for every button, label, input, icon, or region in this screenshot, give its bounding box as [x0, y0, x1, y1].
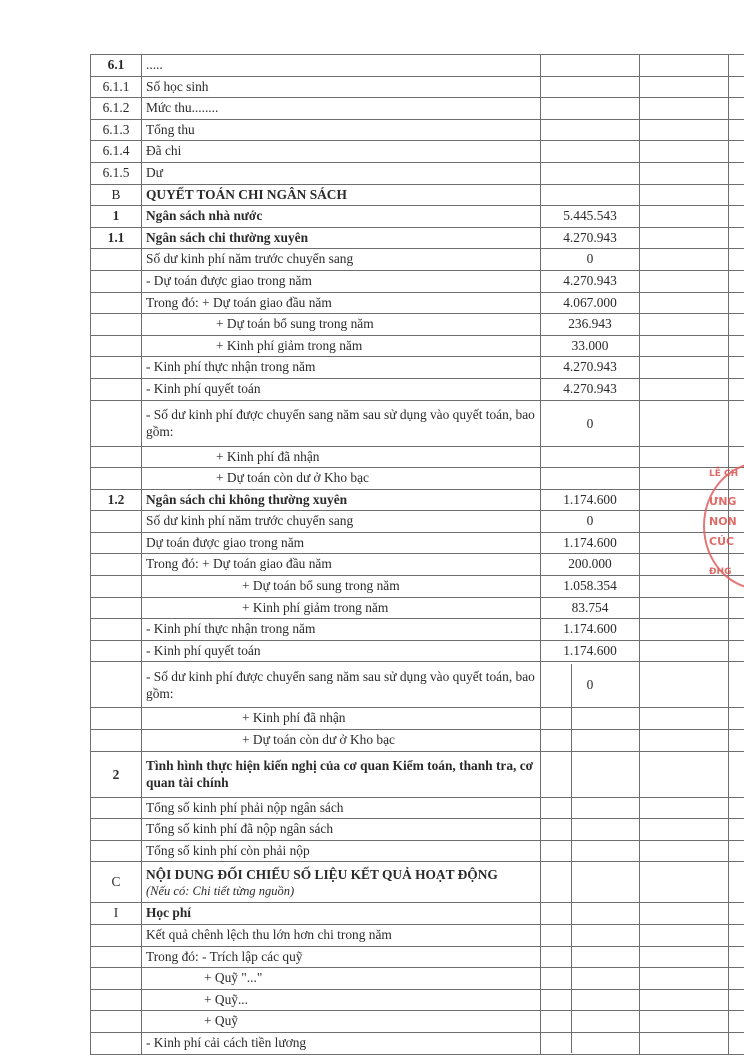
row-value: 4.270.943	[541, 357, 640, 379]
empty-cell	[640, 751, 729, 797]
empty-cell	[729, 925, 744, 947]
row-value: 1.174.600	[541, 619, 640, 641]
empty-cell	[729, 662, 744, 708]
row-number: 6.1	[91, 55, 142, 77]
indented-text: + Kinh phí đã nhận	[146, 447, 320, 468]
table-row	[91, 532, 744, 554]
row-value	[541, 468, 640, 490]
row-value: 1.058.354	[541, 576, 640, 598]
row-number	[91, 446, 142, 468]
empty-cell	[729, 141, 744, 163]
indented-text: + Dự toán còn dư ở Kho bạc	[146, 730, 395, 751]
row-description	[142, 335, 541, 357]
empty-cell	[729, 797, 744, 819]
table-row	[91, 378, 744, 400]
empty-cell	[640, 249, 729, 271]
table-row	[91, 162, 744, 184]
stamp-text: ĐHG	[709, 562, 731, 582]
empty-cell	[729, 946, 744, 968]
row-value: 4.270.943	[541, 270, 640, 292]
empty-cell	[640, 292, 729, 314]
empty-cell	[640, 1011, 729, 1033]
row-number: 1	[91, 206, 142, 228]
row-value	[541, 141, 640, 163]
row-description	[142, 968, 541, 990]
row-description: Đã chi	[142, 141, 541, 163]
row-description	[142, 314, 541, 336]
empty-cell	[640, 840, 729, 862]
row-description: Trong đó: + Dự toán giao đầu năm	[142, 292, 541, 314]
empty-cell	[640, 862, 729, 903]
row-value: 0	[541, 662, 640, 708]
row-number: 6.1.1	[91, 76, 142, 98]
empty-cell	[640, 797, 729, 819]
empty-cell	[729, 968, 744, 990]
table-row	[91, 292, 744, 314]
row-number	[91, 640, 142, 662]
empty-cell	[640, 98, 729, 120]
budget-settlement-table	[90, 54, 744, 1055]
row-description	[142, 989, 541, 1011]
row-number	[91, 249, 142, 271]
indented-text: + Dự toán bổ sung trong năm	[146, 314, 374, 335]
table-row	[91, 227, 744, 249]
row-description: Số dư kinh phí năm trước chuyển sang	[142, 511, 541, 533]
empty-cell	[729, 400, 744, 446]
table-row	[91, 576, 744, 598]
table-row	[91, 1011, 744, 1033]
table-row	[91, 249, 744, 271]
row-value	[541, 968, 640, 990]
row-number	[91, 819, 142, 841]
table-row	[91, 314, 744, 336]
row-description: Tổng thu	[142, 119, 541, 141]
row-number	[91, 511, 142, 533]
table-row	[91, 640, 744, 662]
section-subtitle: (Nếu có: Chi tiết từng nguồn)	[146, 884, 536, 899]
row-description: - Số dư kinh phí được chuyển sang năm sau sử dụng vào quyết toán, bao gồm:	[142, 662, 541, 708]
table-row	[91, 597, 744, 619]
row-description: Kết quả chênh lệch thu lớn hơn chi trong năm	[142, 925, 541, 947]
indented-text: + Kinh phí giảm trong năm	[146, 336, 362, 357]
row-description	[142, 446, 541, 468]
indented-text: + Dự toán bổ sung trong năm	[146, 576, 400, 597]
row-description: Học phí	[142, 903, 541, 925]
empty-cell	[729, 98, 744, 120]
empty-cell	[640, 141, 729, 163]
table-row	[91, 270, 744, 292]
table-row	[91, 708, 744, 730]
row-value	[541, 819, 640, 841]
row-value	[541, 162, 640, 184]
row-number	[91, 840, 142, 862]
column-divider-line	[571, 664, 572, 1053]
row-number	[91, 597, 142, 619]
table-row	[91, 968, 744, 990]
row-number	[91, 797, 142, 819]
empty-cell	[729, 76, 744, 98]
empty-cell	[729, 162, 744, 184]
row-number	[91, 708, 142, 730]
empty-cell	[729, 1011, 744, 1033]
empty-cell	[729, 708, 744, 730]
row-number	[91, 1011, 142, 1033]
indented-text: + Kinh phí giảm trong năm	[146, 598, 388, 619]
row-number: 1.1	[91, 227, 142, 249]
empty-cell	[729, 989, 744, 1011]
empty-cell	[640, 314, 729, 336]
empty-cell	[729, 597, 744, 619]
empty-cell	[729, 55, 744, 77]
section-title: QUYẾT TOÁN CHI NGÂN SÁCH	[142, 184, 541, 206]
empty-cell	[729, 249, 744, 271]
empty-cell	[729, 903, 744, 925]
table-row	[91, 119, 744, 141]
row-value	[541, 840, 640, 862]
empty-cell	[640, 76, 729, 98]
section-title-cell	[142, 862, 541, 903]
row-description	[142, 597, 541, 619]
row-number: 1.2	[91, 489, 142, 511]
empty-cell	[640, 819, 729, 841]
empty-cell	[640, 903, 729, 925]
empty-cell	[729, 862, 744, 903]
empty-cell	[640, 925, 729, 947]
empty-cell	[640, 55, 729, 77]
table-row	[91, 489, 744, 511]
empty-cell	[640, 378, 729, 400]
row-description: - Kinh phí thực nhận trong năm	[142, 619, 541, 641]
row-description: Ngân sách nhà nước	[142, 206, 541, 228]
row-value: 200.000	[541, 554, 640, 576]
empty-cell	[729, 227, 744, 249]
section-letter: B	[91, 184, 142, 206]
table-row	[91, 511, 744, 533]
row-number: 6.1.5	[91, 162, 142, 184]
row-value: 1.174.600	[541, 489, 640, 511]
empty-cell	[640, 206, 729, 228]
row-description: Trong đó: + Dự toán giao đầu năm	[142, 554, 541, 576]
row-value	[541, 708, 640, 730]
empty-cell	[640, 270, 729, 292]
row-number	[91, 270, 142, 292]
indented-text: + Kinh phí đã nhận	[146, 708, 346, 729]
empty-cell	[640, 946, 729, 968]
row-description: - Dự toán được giao trong năm	[142, 270, 541, 292]
row-description: - Số dư kinh phí được chuyển sang năm sau sử dụng vào quyết toán, bao gồm:	[142, 400, 541, 446]
empty-cell	[640, 184, 729, 206]
row-description: Tổng số kinh phí đã nộp ngân sách	[142, 819, 541, 841]
table-row	[91, 98, 744, 120]
row-description: - Kinh phí cải cách tiền lương	[142, 1032, 541, 1054]
empty-cell	[729, 335, 744, 357]
empty-cell	[729, 819, 744, 841]
row-value: 0	[541, 249, 640, 271]
row-number	[91, 662, 142, 708]
empty-cell	[729, 751, 744, 797]
row-value	[541, 119, 640, 141]
table-row	[91, 335, 744, 357]
table-row	[91, 76, 744, 98]
row-description: Tổng số kinh phí còn phải nộp	[142, 840, 541, 862]
row-number: 6.1.4	[91, 141, 142, 163]
row-description: Tình hình thực hiện kiến nghị của cơ quan Kiểm toán, thanh tra, cơ quan tài chính	[142, 751, 541, 797]
empty-cell	[729, 119, 744, 141]
empty-cell	[640, 227, 729, 249]
table-row	[91, 662, 744, 708]
empty-cell	[640, 640, 729, 662]
table-row	[91, 446, 744, 468]
empty-cell	[640, 730, 729, 752]
row-description: Tổng số kinh phí phải nộp ngân sách	[142, 797, 541, 819]
row-description: Ngân sách chi thường xuyên	[142, 227, 541, 249]
empty-cell	[729, 270, 744, 292]
row-number	[91, 335, 142, 357]
stamp-text: CÚC	[709, 532, 734, 552]
row-number	[91, 314, 142, 336]
table-row	[91, 946, 744, 968]
row-number	[91, 292, 142, 314]
row-description	[142, 468, 541, 490]
row-number: I	[91, 903, 142, 925]
row-number	[91, 730, 142, 752]
stamp-text: LỄ CH	[709, 464, 738, 484]
table-row	[91, 619, 744, 641]
row-value	[541, 862, 640, 903]
row-value: 33.000	[541, 335, 640, 357]
table-row	[91, 903, 744, 925]
empty-cell	[640, 1032, 729, 1054]
empty-cell	[729, 314, 744, 336]
row-value	[541, 55, 640, 77]
empty-cell	[729, 730, 744, 752]
row-value: 236.943	[541, 314, 640, 336]
row-value	[541, 925, 640, 947]
table-row	[91, 1032, 744, 1054]
row-number	[91, 946, 142, 968]
table-row	[91, 55, 744, 77]
stamp-text: ƯNG	[709, 492, 736, 512]
row-value: 83.754	[541, 597, 640, 619]
row-description: Trong đó: - Trích lập các quỹ	[142, 946, 541, 968]
row-number	[91, 468, 142, 490]
table-row	[91, 141, 744, 163]
row-value: 1.174.600	[541, 640, 640, 662]
row-value	[541, 730, 640, 752]
row-description	[142, 1011, 541, 1033]
row-description: Số học sinh	[142, 76, 541, 98]
empty-cell	[729, 378, 744, 400]
row-number	[91, 1032, 142, 1054]
empty-cell	[640, 597, 729, 619]
empty-cell	[729, 619, 744, 641]
row-description	[142, 576, 541, 598]
empty-cell	[640, 400, 729, 446]
row-description: - Kinh phí quyết toán	[142, 378, 541, 400]
table-row	[91, 468, 744, 490]
row-description: .....	[142, 55, 541, 77]
row-number	[91, 357, 142, 379]
row-number: 2	[91, 751, 142, 797]
table-row	[91, 357, 744, 379]
row-number	[91, 532, 142, 554]
empty-cell	[640, 989, 729, 1011]
row-value	[541, 446, 640, 468]
table-row	[91, 819, 744, 841]
stamp-text: NON	[709, 512, 737, 532]
row-number	[91, 554, 142, 576]
row-value: 0	[541, 400, 640, 446]
empty-cell	[729, 1032, 744, 1054]
row-description: - Kinh phí quyết toán	[142, 640, 541, 662]
row-value: 4.270.943	[541, 227, 640, 249]
row-value	[541, 903, 640, 925]
row-value	[541, 98, 640, 120]
row-description: Dư	[142, 162, 541, 184]
row-value: 4.270.943	[541, 378, 640, 400]
table-row	[91, 751, 744, 797]
row-value: 5.445.543	[541, 206, 640, 228]
row-number	[91, 968, 142, 990]
indented-text: + Quỹ "..."	[146, 968, 262, 989]
section-heading-row	[91, 184, 744, 206]
section-heading-row	[91, 862, 744, 903]
empty-cell	[640, 162, 729, 184]
row-value: 0	[541, 511, 640, 533]
empty-cell	[729, 206, 744, 228]
row-description: - Kinh phí thực nhận trong năm	[142, 357, 541, 379]
row-description: Ngân sách chi không thường xuyên	[142, 489, 541, 511]
row-description	[142, 708, 541, 730]
table-row	[91, 925, 744, 947]
row-number: 6.1.2	[91, 98, 142, 120]
table-row	[91, 840, 744, 862]
table-row	[91, 554, 744, 576]
row-value	[541, 1032, 640, 1054]
empty-cell	[640, 662, 729, 708]
indented-text: + Dự toán còn dư ở Kho bạc	[146, 468, 369, 489]
indented-text: + Quỹ	[146, 1011, 238, 1032]
empty-cell	[640, 708, 729, 730]
row-value: 4.067.000	[541, 292, 640, 314]
row-value	[541, 184, 640, 206]
row-number	[91, 378, 142, 400]
red-seal-stamp	[697, 462, 744, 586]
section-title: NỘI DUNG ĐỐI CHIẾU SỐ LIỆU KẾT QUẢ HOẠT ĐỘNG	[146, 867, 498, 882]
section-letter: C	[91, 862, 142, 903]
empty-cell	[640, 357, 729, 379]
empty-cell	[729, 184, 744, 206]
row-value	[541, 989, 640, 1011]
row-value: 1.174.600	[541, 532, 640, 554]
empty-cell	[729, 640, 744, 662]
row-description: Mức thu........	[142, 98, 541, 120]
row-value	[541, 751, 640, 797]
empty-cell	[729, 840, 744, 862]
row-value	[541, 1011, 640, 1033]
empty-cell	[640, 119, 729, 141]
empty-cell	[729, 292, 744, 314]
row-number	[91, 925, 142, 947]
row-number	[91, 619, 142, 641]
table-row	[91, 206, 744, 228]
row-number	[91, 576, 142, 598]
row-value	[541, 797, 640, 819]
table-row	[91, 797, 744, 819]
row-value	[541, 946, 640, 968]
empty-cell	[640, 968, 729, 990]
row-description: Số dư kinh phí năm trước chuyển sang	[142, 249, 541, 271]
indented-text: + Quỹ...	[146, 990, 248, 1011]
table-row	[91, 400, 744, 446]
empty-cell	[640, 619, 729, 641]
row-description	[142, 730, 541, 752]
row-number	[91, 989, 142, 1011]
empty-cell	[640, 335, 729, 357]
row-number: 6.1.3	[91, 119, 142, 141]
row-description: Dự toán được giao trong năm	[142, 532, 541, 554]
row-value	[541, 76, 640, 98]
table-row	[91, 989, 744, 1011]
empty-cell	[729, 357, 744, 379]
table-row	[91, 730, 744, 752]
row-number	[91, 400, 142, 446]
